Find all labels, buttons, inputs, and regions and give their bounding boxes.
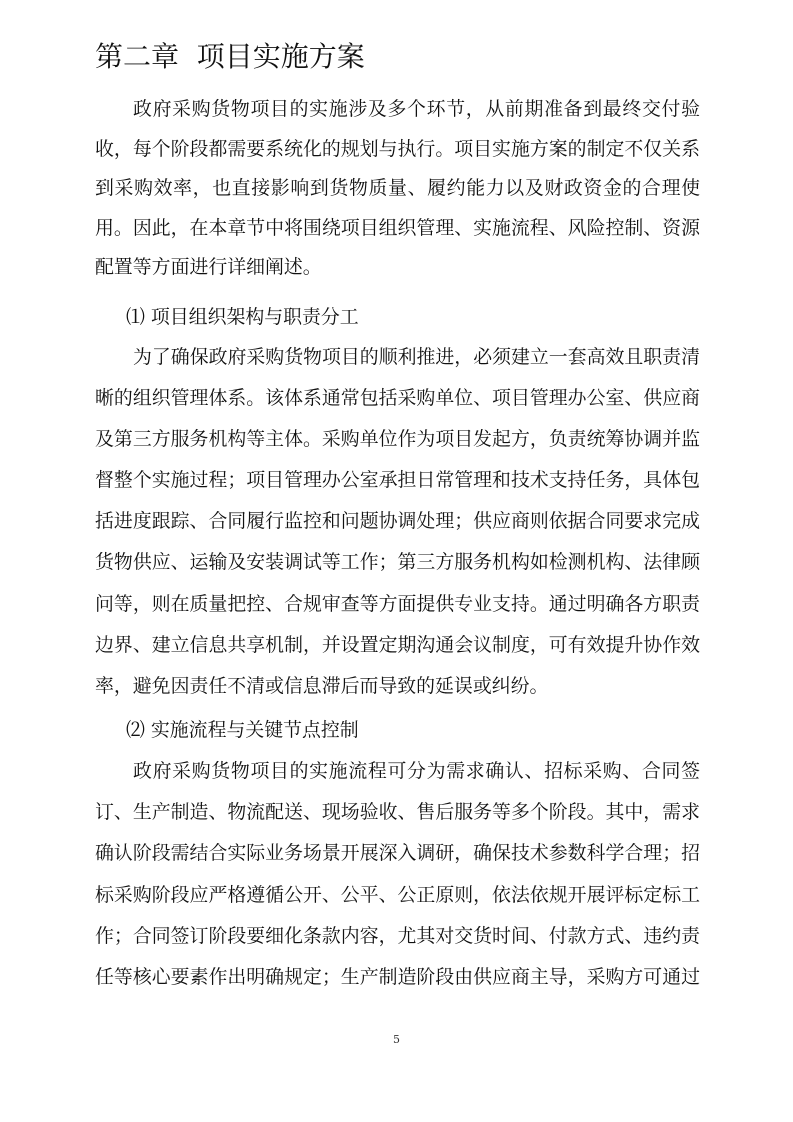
text-line: 及第三方服务机构等主体。采购单位作为项目发起方，负责统筹协调并监 [95, 428, 700, 451]
text-line: 政府采购货物项目的实施涉及多个环节，从前期准备到最终交付验 [133, 98, 700, 120]
text-line: 率，避免因责任不清或信息滞后而导致的延误或纠纷。 [95, 674, 549, 697]
section-heading-2: ⑵ 实施流程与关键节点控制 [126, 719, 359, 741]
text-line: 政府采购货物项目的实施流程可分为需求确认、招标采购、合同签 [133, 760, 700, 782]
paragraph-process [95, 751, 700, 998]
text-line: 确认阶段需结合实际业务场景开展深入调研，确保技术参数科学合理；招 [95, 842, 700, 865]
text-line: 用。因此，在本章节中将围绕项目组织管理、实施流程、风险控制、资源 [95, 216, 700, 239]
text-line: 边界、建立信息共享机制，并设置定期沟通会议制度，可有效提升协作效 [95, 633, 700, 656]
page-number: 5 [393, 1033, 400, 1046]
text-line: 问等，则在质量把控、合规审查等方面提供专业支持。通过明确各方职责 [95, 592, 700, 615]
text-line: 括进度跟踪、合同履行监控和问题协调处理；供应商则依据合同要求完成 [95, 510, 700, 533]
text-line: 为了确保政府采购货物项目的顺利推进，必须建立一套高效且职责清 [133, 346, 700, 368]
paragraph-intro [95, 90, 700, 288]
text-line: 标采购阶段应严格遵循公开、公平、公正原则，依法依规开展评标定标工 [95, 883, 700, 906]
text-line: 督整个实施过程；项目管理办公室承担日常管理和技术支持任务，具体包 [95, 469, 700, 492]
section-heading-1: ⑴ 项目组织架构与职责分工 [126, 306, 359, 328]
text-line: 配置等方面进行详细阐述。 [95, 256, 322, 278]
text-line: 收，每个阶段都需要系统化的规划与执行。项目实施方案的制定不仅关系 [95, 137, 700, 160]
chapter-title: 第二章 项目实施方案 [95, 40, 365, 73]
text-line: 订、生产制造、物流配送、现场验收、售后服务等多个阶段。其中，需求 [95, 801, 700, 824]
paragraph-organization [95, 337, 700, 707]
text-line: 作；合同签订阶段要细化条款内容，尤其对交货时间、付款方式、违约责 [95, 924, 700, 947]
text-line: 任等核心要素作出明确规定；生产制造阶段由供应商主导，采购方可通过 [95, 965, 700, 988]
text-line: 到采购效率，也直接影响到货物质量、履约能力以及财政资金的合理使 [95, 177, 700, 199]
text-line: 货物供应、运输及安装调试等工作；第三方服务机构如检测机构、法律顾 [95, 551, 700, 574]
text-line: 晰的组织管理体系。该体系通常包括采购单位、项目管理办公室、供应商 [95, 387, 700, 410]
